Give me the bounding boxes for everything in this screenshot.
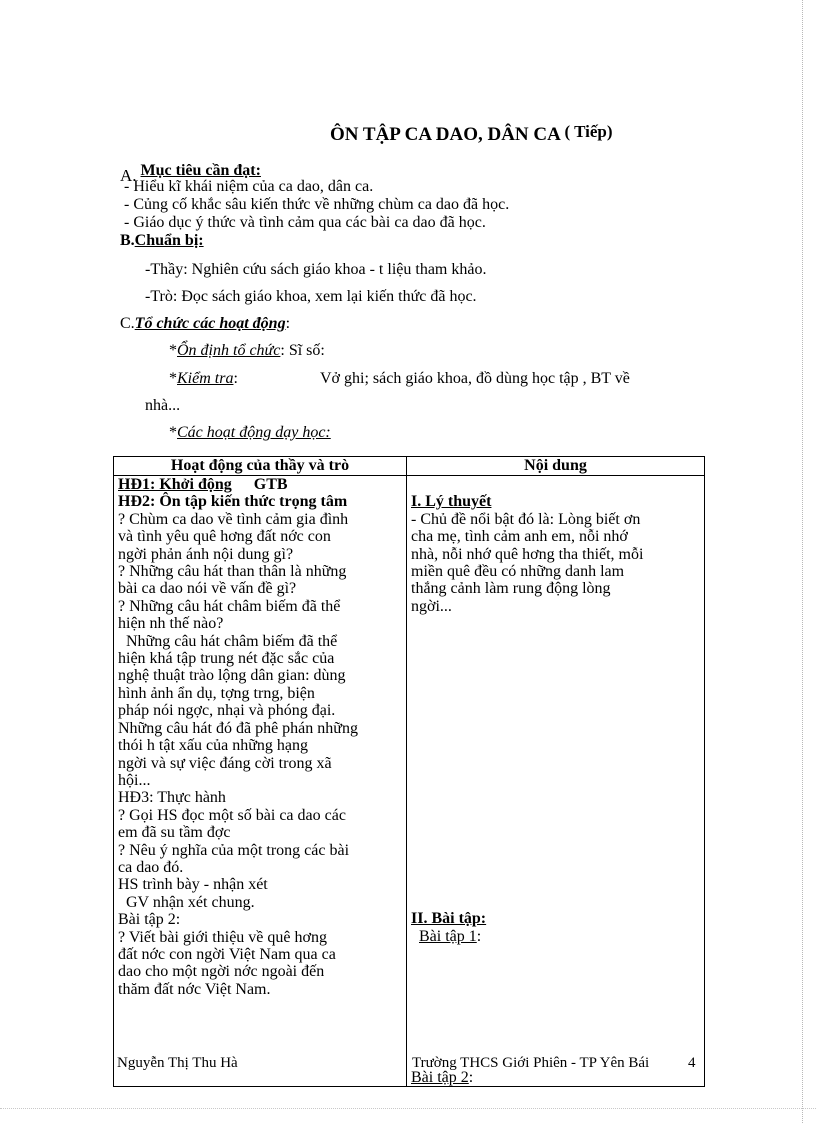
left-line: Bài tập 2: [118,911,181,929]
activity-table [113,456,705,1087]
left-line: GV nhận xét chung. [118,893,255,911]
title-sub: ( Tiếp) [564,122,613,141]
left-line: đất nớc con ngời Việt Nam qua ca [118,945,336,963]
kiem-tra-colon: : [233,370,238,387]
footer-author: Nguyễn Thị Thu Hà [117,1055,238,1071]
page-edge-right [802,0,803,1123]
section-c-heading [120,315,290,333]
bai-tap-1-colon: : [476,927,482,945]
left-line: ngời và sự việc đáng cời trong xã [118,754,332,772]
kiem-tra-line [169,370,238,388]
left-line: HS trình bày - nhận xét [118,876,268,894]
left-line: ? Viết bài giới thiệu về quê hơng [118,928,327,946]
bai-tap-1-line [411,928,700,945]
footer-school: Trường THCS Giới Phiên - TP Yên Bái [412,1055,650,1071]
kiem-tra-label: Kiểm tra [177,370,234,387]
ly-thuyet-heading: I. Lý thuyết [411,493,492,511]
hd1-line [118,476,402,493]
on-dinh-star: * [169,342,177,359]
left-line: ngời phản ánh nội dung gì? [118,545,294,563]
section-a-title: Mục tiêu cần đạt: [140,162,261,179]
section-c-letter: C. [120,315,135,332]
left-line: bài ca dao nói về vấn đề gì? [118,580,297,598]
section-b-item-1: -Thầy: Nghiên cứu sách giáo khoa - t liệu tham khảo. [145,261,487,278]
left-line: thăm đất nớc Việt Nam. [118,980,271,998]
on-dinh-label: Ổn định tổ chức [177,342,281,359]
section-a-heading [120,160,261,185]
right-line: cha mẹ, tình cảm anh em, nỗi nhớ [411,528,628,546]
section-a-letter: A. [120,166,137,185]
right-line: ngời... [411,597,452,615]
kiem-tra-star: * [169,370,177,387]
kiem-tra-value: Vở ghi; sách giáo khoa, đồ dùng học tập , BT về [320,370,630,387]
header-activities: Hoạt động của thầy và trò [114,457,407,476]
cac-hoat-dong-label: Các hoạt động dạy học: [177,424,331,441]
section-b-item-2: -Trò: Đọc sách giáo khoa, xem lại kiến thức đã học. [145,288,477,305]
section-c-title: Tổ chức các hoạt động [134,315,286,332]
left-line: và tình yêu quê hơng đất nớc con [118,528,331,546]
hd2-line: HĐ2: Ôn tập kiến thức trọng tâm [118,493,348,511]
left-line: ? Chùm ca dao về tình cảm gia đình [118,510,349,528]
left-line: nghệ thuật trào lộng dân gian: dùng [118,667,346,685]
bai-tap-1-label: Bài tập 1 [419,927,477,945]
left-line: hiện nh thế nào? [118,615,224,633]
bai-tap-heading: II. Bài tập: [411,910,487,928]
bai-tap-2-colon: : [468,1069,474,1087]
left-line: thói h tật xấu của những hạng [118,737,308,755]
left-line: ca dao đó. [118,858,184,876]
header-content: Nội dung [407,457,705,476]
section-b-letter: B. [120,232,135,249]
left-line: ? Những câu hát than thân là những [118,563,347,581]
hd1-rest: GTB [253,476,288,493]
left-cell [114,476,407,1087]
right-cell [407,476,705,1087]
cac-hoat-dong-line [169,424,331,442]
left-line: Những câu hát châm biếm đã thể [118,632,338,650]
hd1-label: HĐ1: Khởi động [118,476,232,493]
left-line: ? Gọi HS đọc một số bài ca dao các [118,806,346,824]
right-line: miền quê đều có những danh lam [411,563,625,581]
left-line: Những câu hát đó đã phê phán những [118,719,358,737]
on-dinh-line [169,342,325,360]
section-a-item-2: - Củng cố khắc sâu kiến thức về những chùm ca dao đã học. [124,196,510,213]
right-line: thắng cảnh làm rung động lòng [411,580,611,598]
section-a-item-3: - Giáo dục ý thức và tình cảm qua các bài ca dao đã học. [124,214,486,231]
bai-tap-2-label: Bài tập 2 [411,1069,469,1087]
section-b-title: Chuẩn bị: [134,232,204,249]
table-body-row [114,476,705,1087]
kiem-tra-cont: nhà... [145,397,181,414]
left-line: pháp nói ngợc, nhại và phóng đại. [118,702,336,720]
page-title [330,124,613,146]
left-line: HĐ3: Thực hành [118,789,226,807]
table-header-row [114,457,705,476]
left-line: ? Những câu hát châm biếm đã thể [118,597,341,615]
left-line: hiện khá tập trung nét đặc sắc của [118,650,335,668]
on-dinh-value: : Sĩ số: [280,342,325,359]
right-line: nhà, nỗi nhớ quê hơng tha thiết, mỗi [411,545,644,563]
left-line: hội... [118,771,151,789]
cac-hoat-dong-star: * [169,424,177,441]
section-a-item-1: - Hiểu kĩ khái niệm của ca dao, dân ca. [124,178,374,195]
title-main: ÔN TẬP CA DAO, DÂN CA [330,124,560,145]
section-c-colon: : [285,315,291,332]
left-line: ? Nêu ý nghĩa của một trong các bài [118,841,350,859]
section-b-heading [120,232,204,250]
right-line: - Chủ đề nổi bật đó là: Lòng biết ơn [411,510,641,528]
left-line: em đã su tầm đợc [118,824,231,842]
left-line: hình ảnh ẩn dụ, tợng trng, biện [118,684,315,702]
footer-page-number: 4 [688,1055,696,1071]
left-line: dao cho một ngời nớc ngoài đến [118,963,325,981]
page-edge-bottom [0,1108,816,1109]
